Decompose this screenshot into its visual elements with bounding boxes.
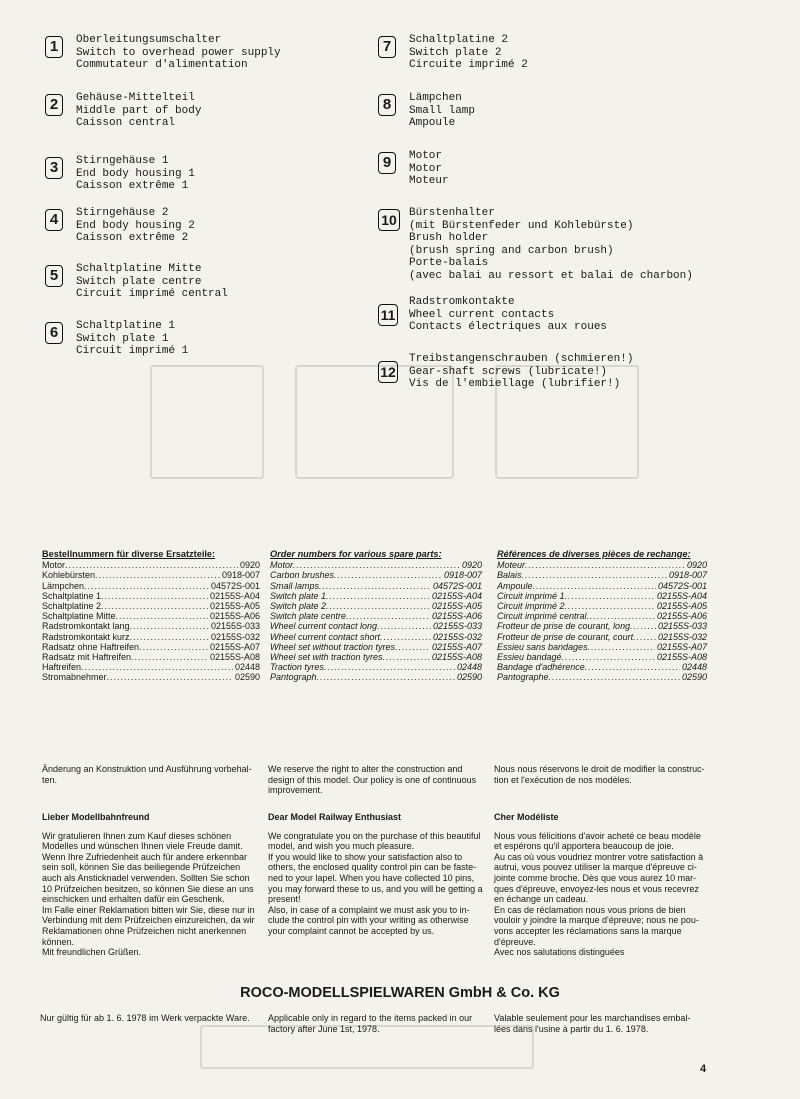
- legend-number: 1: [45, 36, 63, 58]
- parts-list-de: [42, 549, 260, 683]
- legend-line: Small lamp: [409, 104, 476, 117]
- parts-row: Frotteur de prise de courant, long ..... 02155S-033: [497, 621, 707, 631]
- validity-note-en: Applicable only in regard to the items packed in our factory after June 1st, 1978.: [268, 1013, 473, 1034]
- legend-line: Treibstangenschrauben (schmieren!): [409, 353, 634, 365]
- parts-row: Motor ..... 0920: [42, 560, 260, 570]
- legend-number: 2: [45, 94, 63, 116]
- parts-list-title: Références de diverses pièces de rechange:: [497, 549, 691, 559]
- legend-line: Switch to overhead power supply: [76, 46, 281, 59]
- letter-title: Cher Modéliste: [494, 812, 559, 822]
- letter-fr: Cher Modéliste Nous vous félicitions d'avoir acheté ce beau modèle et espérons qu'il apportera beaucoup de joie. Au cas où vous voudriez montrer votre satisfaction à autrui, vous pouvez utiliser la marque d'épreuve ci- jointe comme broche. Dès que vous aurez 10 mar- ques d'épreuve, envoyez-les nous et vous recevrez en échange un cadeau. En cas de réclamation nous vous prions de bien vouloir y joindre la marque d'épreuve; nous ne pou- vons accepter les réclamations sans la marque d'épreuve. Avec nos salutations distinguées: [494, 812, 716, 958]
- legend-line: (avec balai au ressort et balai de charbon): [409, 269, 693, 282]
- parts-row: Essieu sans bandages ..... 02155S-A07: [497, 642, 707, 652]
- legend-line: Switch plate 1: [76, 332, 169, 345]
- legend-line: Circuit imprimé central: [76, 288, 228, 301]
- letter-title: Lieber Modellbahnfreund: [42, 812, 150, 822]
- legend-number: 5: [45, 265, 63, 287]
- parts-row: Circuit imprimé 2 ..... 02155S-A05: [497, 601, 707, 611]
- parts-row: Pantograph ..... 02590: [270, 672, 482, 682]
- bleed-through-shape: [150, 365, 264, 479]
- parts-row: Traction tyres ..... 02448: [270, 662, 482, 672]
- legend-line: Contacts électriques aux roues: [409, 321, 608, 334]
- validity-note-fr: Valable seulement pour les marchandises embal- lées dans l'usine à partir du 1. 6. 1978.: [494, 1013, 691, 1034]
- parts-list-title: Bestellnummern für diverse Ersatzteile:: [42, 549, 216, 559]
- legend-line: (mit Bürstenfeder und Kohlebürste): [409, 219, 634, 232]
- legend-line: Schaltplatine 2: [409, 34, 509, 46]
- parts-row: Frotteur de prise de courant, court ..... 02155S-032: [497, 632, 707, 642]
- reserve-note-en: We reserve the right to alter the construction and design of this model. Our policy is one of continuous improvement.: [268, 764, 477, 796]
- parts-row: Radstromkontakt kurz ..... 02155S-032: [42, 632, 260, 642]
- legend-line: (brush spring and carbon brush): [409, 244, 614, 257]
- legend-line: Brush holder: [409, 232, 489, 245]
- company-name: ROCO-MODELLSPIELWAREN GmbH & Co. KG: [240, 985, 560, 1001]
- legend-line: Bürstenhalter: [409, 207, 495, 219]
- parts-list-en: [270, 549, 482, 683]
- parts-row: Switch plate centre ..... 02155S-A06: [270, 611, 482, 621]
- parts-row: Radstromkontakt lang ..... 02155S-033: [42, 621, 260, 631]
- legend-line: Schaltplatine Mitte: [76, 263, 202, 275]
- legend-line: End body housing 1: [76, 167, 195, 180]
- legend-number: 7: [378, 36, 396, 58]
- legend-line: Gehäuse-Mittelteil: [76, 92, 195, 104]
- letter-en: Dear Model Railway Enthusiast We congratulate you on the purchase of this beautiful model, and wish you much pleasure. If you would like to show your satisfaction also to others, the enclosed quality control pin can be faste- ned to your lapel. When you have collected 10 pins, you may forward these to us, and you will be getting a present! Also, in case of a complaint we must ask you to in- clude the control pin with your writing as otherwise your complaint cannot be accepted by us.: [268, 812, 490, 937]
- legend-line: Switch plate 2: [409, 46, 502, 59]
- legend-line: Gear-shaft screws (lubricate!): [409, 365, 608, 378]
- letter-de: Lieber Modellbahnfreund Wir gratulieren Ihnen zum Kauf dieses schönen Modelles und wünschen Ihnen viele Freude damit. Wenn Ihre Zufriedenheit auch für andere erkennbar sein soll, können Sie das beiliegende Prüfzeichen auch als Ansticknadel verwenden. Sollten Sie schon 10 Prüfzeichen besitzen, so können Sie diese an uns einschicken und erhalten dafür ein Geschenk. Im Falle einer Reklamation bitten wir Sie, diese nur in Verbindung mit dem Prüfzeichen einzureichen, da wir Reklamationen ohne Prüfzeichen nicht anerkennen können. Mit freundlichen Grüßen.: [42, 812, 267, 958]
- parts-row: Circuit imprimé 1 ..... 02155S-A04: [497, 591, 707, 601]
- parts-row: Pantographe ..... 02590: [497, 672, 707, 682]
- legend-line: Circuit imprimé 1: [76, 345, 189, 358]
- legend-line: Schaltplatine 1: [76, 320, 176, 332]
- parts-list-fr: [497, 549, 707, 683]
- parts-row: Wheel set with traction tyres ..... 02155S-A08: [270, 652, 482, 662]
- page-number: 4: [700, 1063, 707, 1075]
- parts-row: Kohlebürsten ..... 0918-007: [42, 570, 260, 580]
- parts-row: Switch plate 2 ..... 02155S-A05: [270, 601, 482, 611]
- legend-number: 4: [45, 209, 63, 231]
- parts-row: Wheel current contact long ..... 02155S-033: [270, 621, 482, 631]
- parts-row: Schaltplatine 2 ..... 02155S-A05: [42, 601, 260, 611]
- parts-row: Wheel set without traction tyres ..... 02155S-A07: [270, 642, 482, 652]
- parts-row: Lämpchen ..... 04572S-001: [42, 581, 260, 591]
- parts-row: Bandage d'adhérence ..... 02448: [497, 662, 707, 672]
- legend-line: Circuite imprimé 2: [409, 59, 528, 72]
- legend-line: Middle part of body: [76, 104, 202, 117]
- legend-line: Motor: [409, 150, 443, 162]
- legend-number: 12: [378, 361, 398, 383]
- parts-row: Essieu bandagé ..... 02155S-A08: [497, 652, 707, 662]
- legend-number: 3: [45, 157, 63, 179]
- legend-line: Caisson central: [76, 117, 176, 130]
- legend-line: Porte-balais: [409, 257, 489, 270]
- letter-title: Dear Model Railway Enthusiast: [268, 812, 402, 822]
- legend-line: Commutateur d'alimentation: [76, 59, 248, 72]
- parts-row: Carbon brushes ..... 0918-007: [270, 570, 482, 580]
- legend-number: 9: [378, 152, 396, 174]
- legend-line: Motor: [409, 162, 443, 175]
- parts-row: Circuit imprimé central ..... 02155S-A06: [497, 611, 707, 621]
- legend-number: 10: [378, 209, 400, 231]
- legend-line: End body housing 2: [76, 219, 195, 232]
- parts-row: Schaltplatine 1 ..... 02155S-A04: [42, 591, 260, 601]
- legend-line: Moteur: [409, 175, 449, 188]
- parts-row: Ampoule ..... 04572S-001: [497, 581, 707, 591]
- legend-line: Wheel current contacts: [409, 308, 555, 321]
- parts-row: Haftreifen ..... 02448: [42, 662, 260, 672]
- legend-line: Oberleitungsumschalter: [76, 34, 222, 46]
- reserve-note-de: Änderung an Konstruktion und Ausführung vorbehal- ten.: [42, 764, 252, 785]
- legend-line: Vis de l'embiellage (lubrifier!): [409, 378, 621, 391]
- parts-row: Balais ..... 0918-007: [497, 570, 707, 580]
- reserve-note-fr: Nous nous réservons le droit de modifier la construc- tion et l'exécution de nos modèles.: [494, 764, 705, 785]
- validity-note-de: Nur gültig für ab 1. 6. 1978 im Werk verpackte Ware.: [40, 1013, 250, 1023]
- parts-row: Motor ..... 0920: [270, 560, 482, 570]
- parts-row: Wheel current contact short ..... 02155S-032: [270, 632, 482, 642]
- legend-line: Lämpchen: [409, 92, 462, 104]
- legend-line: Ampoule: [409, 117, 456, 130]
- legend-line: Radstromkontakte: [409, 296, 515, 308]
- parts-row: Radsatz ohne Haftreifen ..... 02155S-A07: [42, 642, 260, 652]
- legend-line: Stirngehäuse 2: [76, 207, 169, 219]
- legend-line: Caisson extrême 2: [76, 232, 189, 245]
- parts-row: Stromabnehmer ..... 02590: [42, 672, 260, 682]
- legend-number: 11: [378, 304, 398, 326]
- parts-row: Small lamps ..... 04572S-001: [270, 581, 482, 591]
- parts-row: Schaltplatine Mitte ..... 02155S-A06: [42, 611, 260, 621]
- parts-row: Moteur ..... 0920: [497, 560, 707, 570]
- legend-line: Caisson extrême 1: [76, 180, 189, 193]
- legend-line: Stirngehäuse 1: [76, 155, 169, 167]
- parts-row: Radsatz mit Haftreifen ..... 02155S-A08: [42, 652, 260, 662]
- parts-list-title: Order numbers for various spare parts:: [270, 549, 442, 559]
- legend-line: Switch plate centre: [76, 275, 202, 288]
- legend-number: 6: [45, 322, 63, 344]
- parts-row: Switch plate 1 ..... 02155S-A04: [270, 591, 482, 601]
- legend-number: 8: [378, 94, 396, 116]
